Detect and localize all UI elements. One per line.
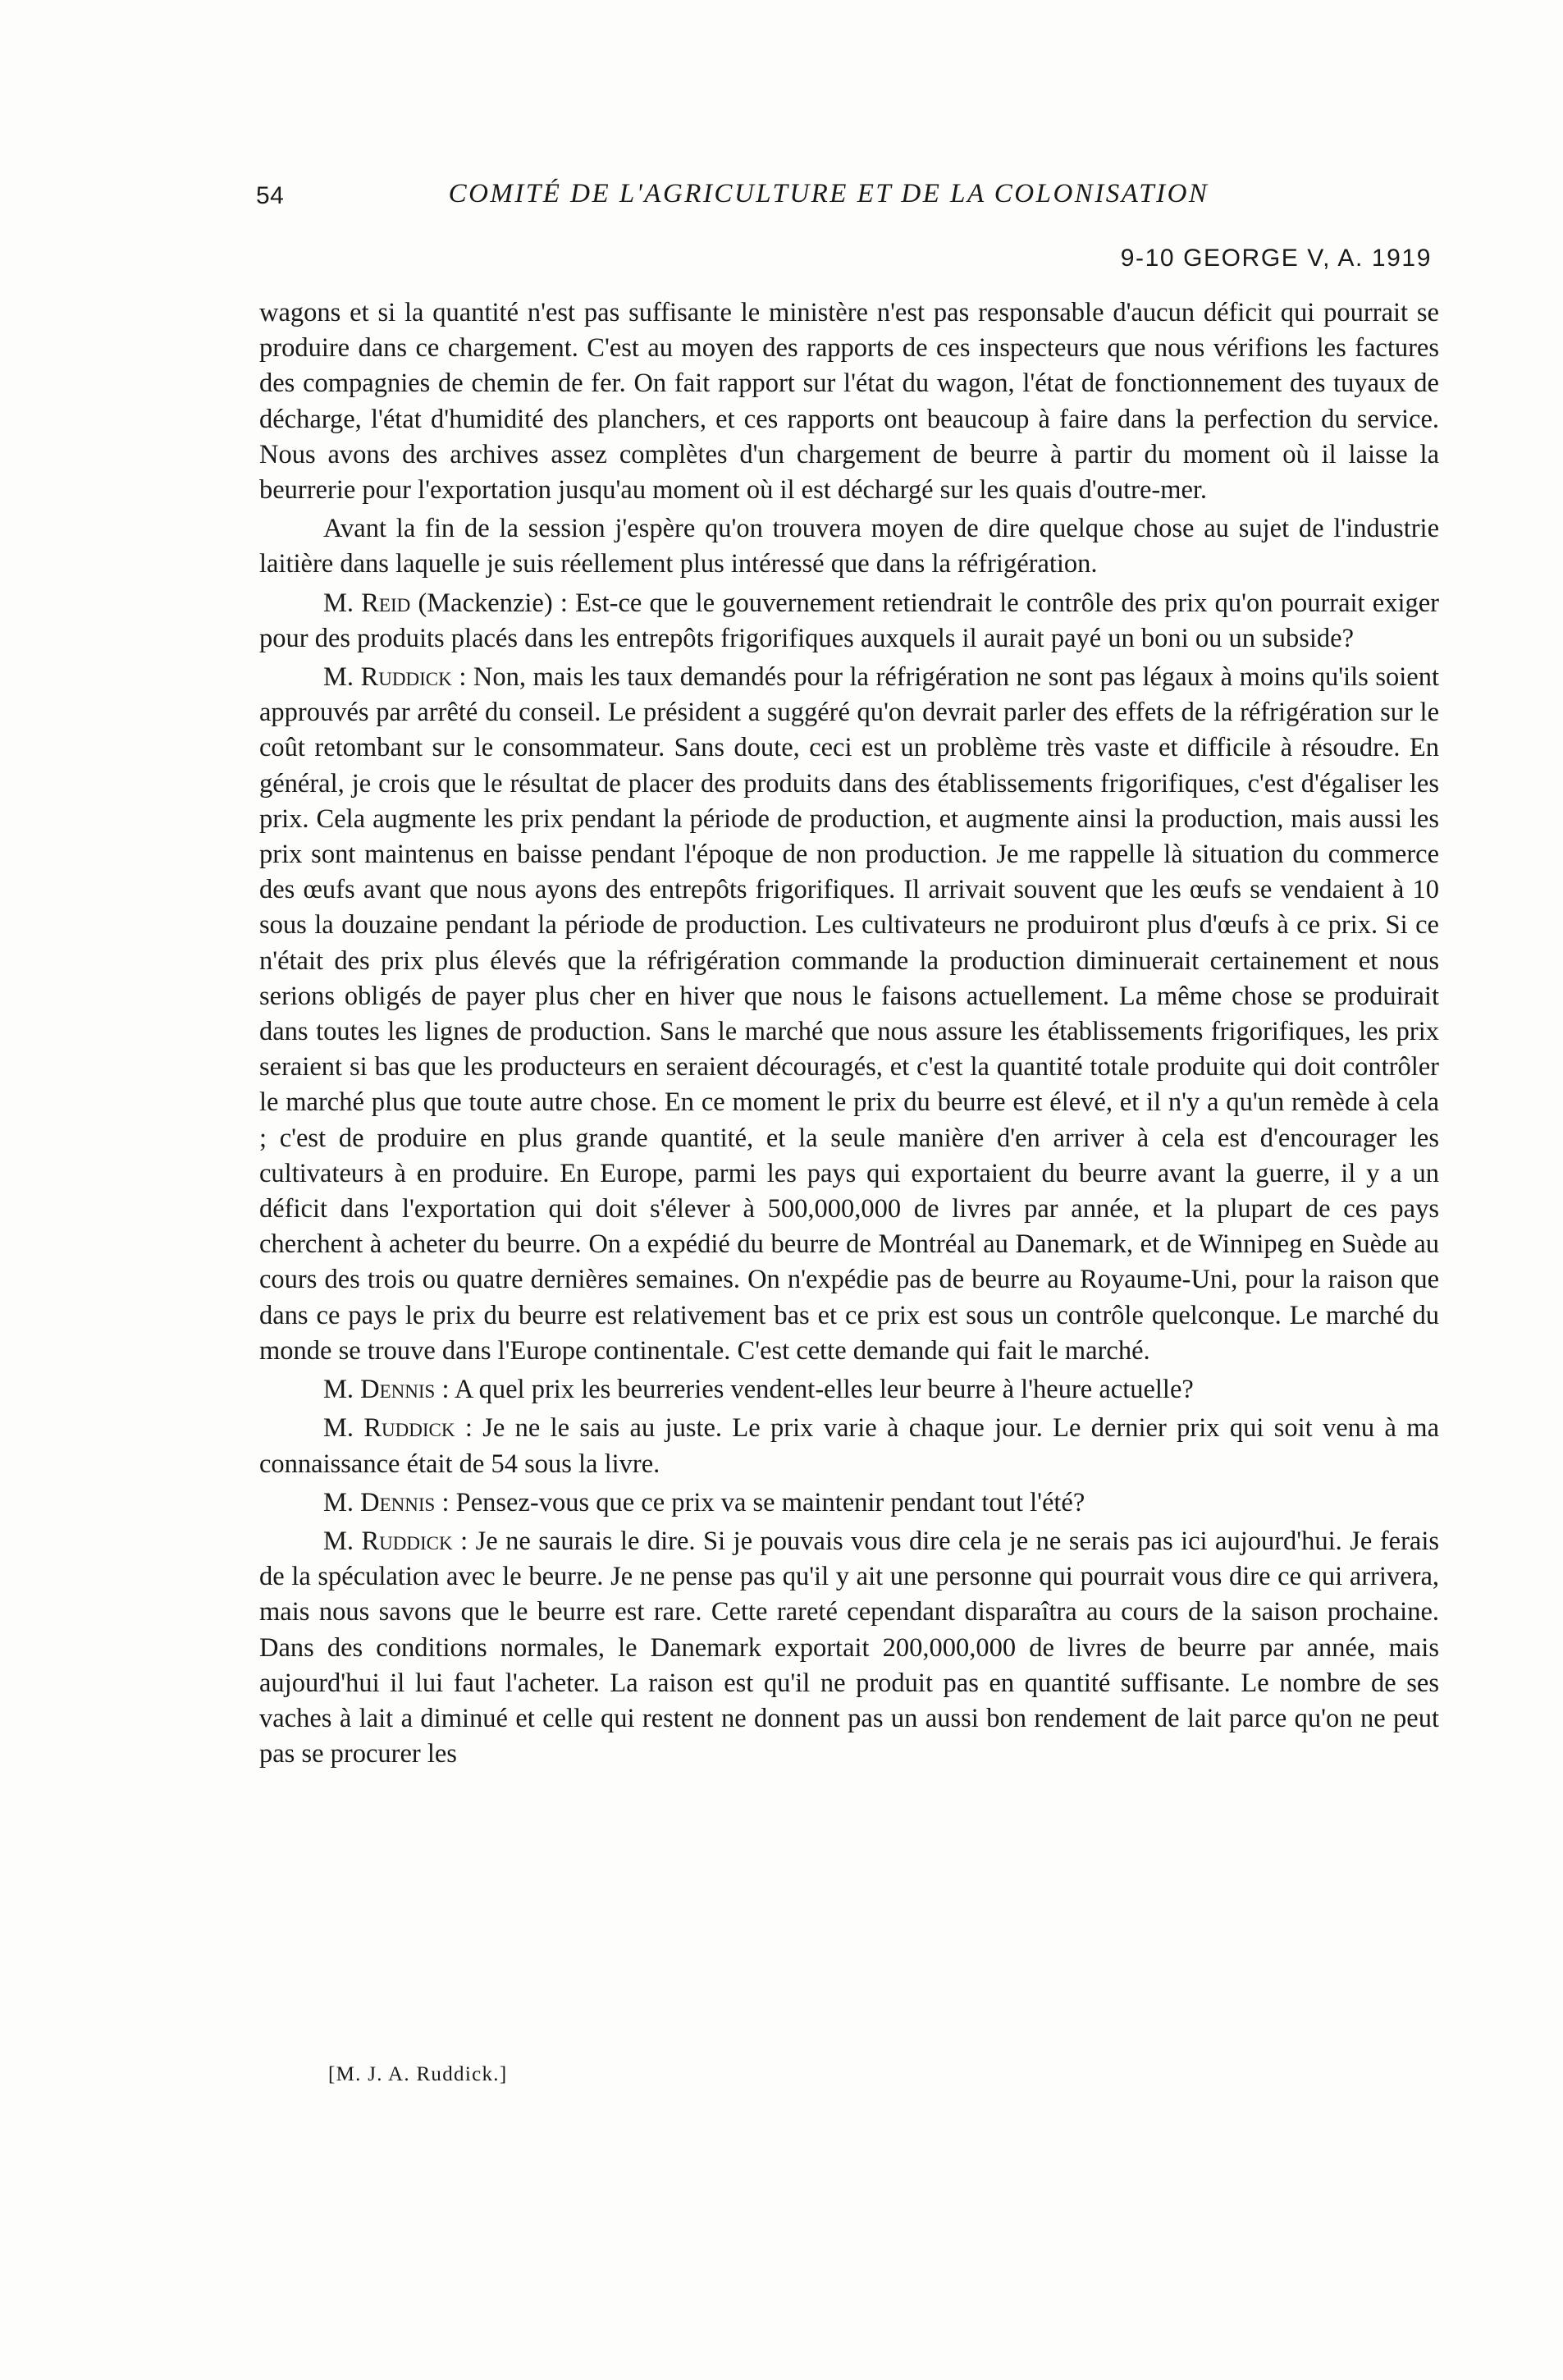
speaker-name: M. Reid — [323, 588, 411, 618]
paragraph-8 — [259, 1524, 1439, 1772]
paragraph-text: wagons et si la quantité n'est pas suffisante le ministère n'est pas responsable d'aucun déficit qui pourrait se produire dans ce chargement. C'est au moyen des rapports de ces inspecteurs que nous vérifions les factures des compagnies de chemin de fer. On fait rapport sur l'état du wagon, l'état de fonctionnement des tuyaux de décharge, l'état d'humidité des planchers, et ces rapports ont beaucoup à faire dans la perfection du service. Nous avons des archives assez complètes d'un chargement de beurre à partir du moment où il laisse la beurrerie pour l'exportation jusqu'au moment où il est déchargé sur les quais d'outre-mer. — [259, 298, 1439, 506]
paragraph-7 — [259, 1485, 1439, 1521]
speaker-name: M. Ruddick — [323, 1413, 455, 1444]
body-text — [259, 295, 1439, 1775]
paragraph-4 — [259, 660, 1439, 1369]
page-number: 54 — [256, 182, 285, 209]
running-title: COMITÉ DE L'AGRICULTURE ET DE LA COLONISATION — [448, 179, 1209, 208]
paragraph-1 — [259, 295, 1439, 508]
paragraph-text: : Je ne saurais le dire. Si je pouvais vous dire cela je ne serais pas ici aujourd'hui. Je ferais de la spéculation avec le beurre. Je ne pense pas qu'il y ait une personne qui pourrait vous dire ce qui arrivera, mais nous savons que le beurre est rare. Cette rareté cependant disparaîtra au cours de la saison prochaine. Dans des conditions normales, le Danemark exportait 200,000,000 de livres de beurre par année, mais aujourd'hui il lui faut l'acheter. La raison est qu'il ne produit pas en quantité suffisante. Le nombre de ses vaches à lait a diminué et celle qui restent ne donnent pas un aussi bon rendement de lait parce qu'on ne peut pas se procurer les — [259, 1526, 1439, 1769]
paragraph-2 — [259, 511, 1439, 582]
paragraph-3 — [259, 586, 1439, 657]
paragraph-text: : Je ne le sais au juste. Le prix varie à chaque jour. Le dernier prix qui soit venu à ma connaissance était de 54 sous la livre. — [259, 1413, 1439, 1479]
paragraph-text: (Mackenzie) : Est-ce que le gouvernement retiendrait le contrôle des prix qu'on pourrait exiger pour des produits placés dans les entrepôts frigorifiques auxquels il aurait payé un boni ou un subside? — [259, 588, 1439, 653]
paragraph-text: : A quel prix les beurreries vendent-elles leur beurre à l'heure actuelle? — [435, 1375, 1194, 1405]
speaker-name: M. Ruddick — [323, 662, 452, 693]
paragraph-5 — [259, 1372, 1439, 1407]
paragraph-text: : Pensez-vous que ce prix va se maintenir pendant tout l'été? — [435, 1487, 1085, 1517]
session-marker: 9-10 GEORGE V, A. 1919 — [1120, 245, 1432, 272]
speaker-signature: [M. J. A. Ruddick.] — [328, 2063, 508, 2085]
speaker-name: M. Ruddick — [323, 1526, 453, 1556]
paragraph-text: Avant la fin de la session j'espère qu'on trouvera moyen de dire quelque chose au sujet de l'industrie laitière dans laquelle je suis réellement plus intéressé que dans la réfrigération. — [259, 514, 1439, 579]
speaker-name: M. Dennis — [323, 1375, 436, 1405]
speaker-name: M. Dennis — [323, 1487, 436, 1517]
paragraph-text: : Non, mais les taux demandés pour la réfrigération ne sont pas légaux à moins qu'ils soient approuvés par arrêté du conseil. Le président a suggéré qu'on devrait parler des effets de la réfrigération sur le coût retombant sur le consommateur. Sans doute, ceci est un problème très vaste et difficile à résoudre. En général, je crois que le résultat de placer des produits dans des établissements frigorifiques, c'est d'égaliser les prix. Cela augmente les prix pendant la période de production, et augmente ainsi la production, mais aussi les prix sont maintenus en baisse pendant l'époque de non production. Je me rappelle là situation du commerce des œufs avant que nous ayons des entrepôts frigorifiques. Il arrivait souvent que les œufs se vendaient à 10 sous la douzaine pendant la période de production. Les cultivateurs ne produiront plus d'œufs à ce prix. Si ce n'était des prix plus élevés que la réfrigération commande la production diminuerait certainement et nous serions obligés de payer plus cher en hiver que nous le faisons actuellement. La même chose se produirait dans toutes les lignes de production. Sans le marché que nous assure les établissements frigorifiques, les prix seraient si bas que les producteurs en seraient découragés, et c'est la quantité totale produite qui doit contrôler le marché plus que toute autre chose. En ce moment le prix du beurre est élevé, et il n'y a qu'un remède à cela ; c'est de produire en plus grande quantité, et la seule manière d'en arriver à cela est d'encourager les cultivateurs à en produire. En Europe, parmi les pays qui exportaient du beurre avant la guerre, il y a un déficit dans l'exportation qui doit s'élever à 500,000,000 de livres par année, et la plupart de ces pays cherchent à acheter du beurre. On a expédié du beurre de Montréal au Danemark, et de Winnipeg en Suède au cours des trois ou quatre dernières semaines. On n'expédie pas de beurre au Royaume-Uni, pour la raison que dans ce pays le prix du beurre est relativement bas et ce prix est sous un contrôle quelconque. Le marché du monde se trouve dans l'Europe continentale. C'est cette demande qui fait le marché. — [259, 662, 1439, 1366]
paragraph-6 — [259, 1411, 1439, 1481]
